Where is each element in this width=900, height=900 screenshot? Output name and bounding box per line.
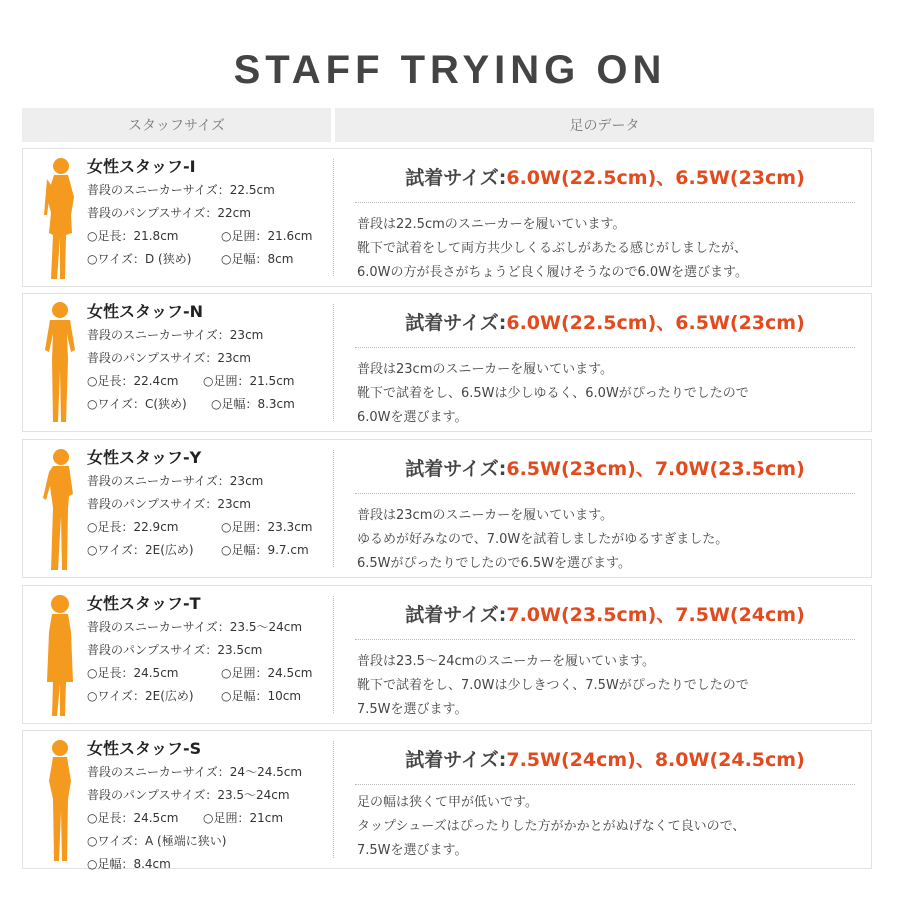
trial-size-value: 6.5W(23cm)、7.0W(23.5cm)	[506, 458, 805, 480]
trial-size-label: 試着サイズ:	[405, 604, 507, 626]
foot-girth: ○足囲：21cm	[203, 811, 284, 825]
trial-size	[345, 308, 865, 335]
dotted-rule	[355, 347, 855, 348]
sneaker-size: 普段のスニーカーサイズ：23cm	[87, 328, 264, 342]
trial-size-value: 6.0W(22.5cm)、6.5W(23cm)	[506, 167, 805, 189]
desc-line: 6.0Wの方が長さがちょうど良く履けそうなので6.0Wを選びます。	[357, 265, 749, 280]
staff-row-t	[22, 585, 872, 724]
sneaker-size: 普段のスニーカーサイズ：23cm	[87, 474, 264, 488]
trial-size-label: 試着サイズ:	[405, 312, 507, 334]
woman-silhouette-icon	[35, 300, 85, 426]
pumps-size: 普段のパンプスサイズ：23.5〜24cm	[87, 788, 290, 802]
trial-size-label: 試着サイズ:	[405, 458, 507, 480]
foot-width-type: ○ワイズ：A (極端に狭い)	[87, 834, 227, 848]
foot-width-type: ○ワイズ：C(狭め)	[87, 397, 187, 411]
trial-size-value: 6.0W(22.5cm)、6.5W(23cm)	[506, 312, 805, 334]
sneaker-size: 普段のスニーカーサイズ：23.5〜24cm	[87, 620, 303, 634]
column-divider	[333, 304, 334, 421]
foot-length: ○足長：22.4cm	[87, 374, 179, 388]
pumps-size: 普段のパンプスサイズ：23.5cm	[87, 643, 263, 657]
sneaker-size: 普段のスニーカーサイズ：22.5cm	[87, 183, 275, 197]
foot-length: ○足長：21.8cm	[87, 229, 179, 243]
trial-description	[357, 358, 857, 430]
foot-width-type: ○ワイズ：2E(広め)	[87, 543, 194, 557]
pumps-size: 普段のパンプスサイズ：22cm	[87, 206, 251, 220]
woman-silhouette-icon	[35, 155, 85, 281]
desc-line: タップシューズはぴったりした方がかかとがぬげなくて良いので、	[357, 819, 746, 834]
foot-width: ○足幅：8.3cm	[211, 397, 295, 411]
foot-girth: ○足囲：21.5cm	[203, 374, 295, 388]
header-staff-size: スタッフサイズ	[22, 108, 331, 142]
desc-line: 6.0Wを選びます。	[357, 410, 468, 425]
foot-width-type: ○ワイズ：2E(広め)	[87, 689, 194, 703]
trial-size	[345, 600, 865, 627]
trial-size-label: 試着サイズ:	[405, 167, 507, 189]
staff-name: 女性スタッフ-N	[87, 302, 204, 321]
dotted-rule	[355, 784, 855, 785]
column-divider	[333, 159, 334, 276]
pumps-size: 普段のパンプスサイズ：23cm	[87, 351, 251, 365]
foot-width: ○足幅：9.7.cm	[221, 543, 309, 557]
trial-size-label: 試着サイズ:	[405, 749, 507, 771]
trial-size-value: 7.0W(23.5cm)、7.5W(24cm)	[506, 604, 805, 626]
column-divider	[333, 450, 334, 567]
desc-line: 7.5Wを選びます。	[357, 702, 468, 717]
column-divider	[333, 741, 334, 858]
staff-row-s	[22, 730, 872, 869]
staff-row-i	[22, 148, 872, 287]
staff-name: 女性スタッフ-T	[87, 594, 201, 613]
foot-width: ○足幅：8cm	[221, 252, 294, 266]
page-title: STAFF TRYING ON	[233, 48, 667, 92]
foot-length: ○足長：24.5cm	[87, 811, 179, 825]
desc-line: 足の幅は狭くて甲が低いです。	[357, 795, 538, 810]
foot-girth: ○足囲：23.3cm	[221, 520, 313, 534]
desc-line: 普段は23cmのスニーカーを履いています。	[357, 508, 614, 523]
staff-row-y	[22, 439, 872, 578]
desc-line: 普段は23.5〜24cmのスニーカーを履いています。	[357, 654, 655, 669]
dotted-rule	[355, 639, 855, 640]
trial-size	[345, 454, 865, 481]
trial-description	[357, 791, 857, 863]
desc-line: 普段は22.5cmのスニーカーを履いています。	[357, 217, 626, 232]
woman-silhouette-icon	[35, 737, 85, 863]
staff-row-n	[22, 293, 872, 432]
trial-size	[345, 163, 865, 190]
staff-name: 女性スタッフ-S	[87, 739, 202, 758]
trial-size	[345, 745, 865, 772]
staff-name: 女性スタッフ-I	[87, 157, 196, 176]
trial-size-value: 7.5W(24cm)、8.0W(24.5cm)	[506, 749, 805, 771]
trial-description	[357, 650, 857, 722]
foot-length: ○足長：22.9cm	[87, 520, 179, 534]
desc-line: 7.5Wを選びます。	[357, 843, 468, 858]
pumps-size: 普段のパンプスサイズ：23cm	[87, 497, 251, 511]
column-divider	[333, 596, 334, 713]
desc-line: 靴下で試着をして両方共少しくるぶしがあたる感じがしましたが、	[357, 241, 748, 256]
desc-line: 靴下で試着をし、6.5Wは少しゆるく、6.0Wがぴったりでしたので	[357, 386, 749, 401]
foot-width: ○足幅：10cm	[221, 689, 302, 703]
desc-line: 靴下で試着をし、7.0Wは少しきつく、7.5Wがぴったりでしたので	[357, 678, 749, 693]
foot-width: ○足幅：8.4cm	[87, 857, 171, 871]
dotted-rule	[355, 202, 855, 203]
woman-silhouette-icon	[35, 446, 85, 572]
header-foot-data: 足のデータ	[335, 108, 874, 142]
desc-line: 6.5Wがぴったりでしたので6.5Wを選びます。	[357, 556, 632, 571]
foot-width-type: ○ワイズ：D (狭め)	[87, 252, 192, 266]
foot-length: ○足長：24.5cm	[87, 666, 179, 680]
trial-description	[357, 504, 857, 576]
trial-description	[357, 213, 857, 285]
sneaker-size: 普段のスニーカーサイズ：24〜24.5cm	[87, 765, 303, 779]
desc-line: ゆるめが好みなので、7.0Wを試着しましたがゆるすぎました。	[357, 532, 729, 547]
dotted-rule	[355, 493, 855, 494]
desc-line: 普段は23cmのスニーカーを履いています。	[357, 362, 614, 377]
woman-silhouette-icon	[35, 592, 85, 718]
staff-name: 女性スタッフ-Y	[87, 448, 202, 467]
foot-girth: ○足囲：24.5cm	[221, 666, 313, 680]
table-header	[22, 108, 874, 142]
foot-girth: ○足囲：21.6cm	[221, 229, 313, 243]
